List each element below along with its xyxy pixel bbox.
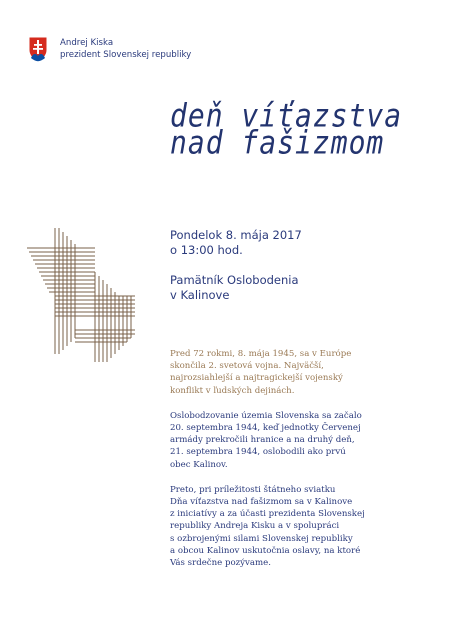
event-place-line-2: v Kalinove: [170, 288, 230, 302]
decorative-lines-ornament: [25, 226, 140, 366]
spacer: [170, 258, 302, 273]
sender-name: Andrej Kiska: [60, 38, 114, 48]
sender-role: prezident Slovenskej republiky: [60, 50, 192, 60]
body-paragraph-3: Preto, pri príležitosti štátneho sviatku Dňa víťazstva nad fašizmom sa v Kalinove z iniciatívy a za účasti prezidenta Slovenskej republiky Andreja Kisku a v spolupráci s ozbrojenými silami Slovenskej republiky a obcou Kalinov uskutočnia oslavy, na ktoré Vás srdečne pozývame.: [170, 484, 365, 569]
slovak-coat-of-arms-icon: [28, 36, 48, 62]
sender-block: [60, 37, 191, 61]
event-time: o 13:00 hod.: [170, 243, 243, 257]
body-paragraph-1: Pred 72 rokmi, 8. mája 1945, sa v Európe skončila 2. svetová vojna. Najväčší, najrozsiahlejší a najtragickejší vojenský konflikt v ľudských dejinách.: [170, 349, 352, 396]
page-title: [170, 96, 440, 162]
event-date: Pondelok 8. mája 2017: [170, 228, 302, 242]
title-line-2: nad fašizmom: [170, 123, 385, 162]
invitation-body: [170, 348, 440, 582]
coat-of-arms-shield: [28, 36, 48, 62]
event-details: [170, 228, 302, 303]
event-place-line-1: Pamätník Oslobodenia: [170, 273, 299, 287]
title-line-1: deň víťazstva: [170, 96, 403, 135]
body-paragraph-2: Oslobodzovanie územia Slovenska sa začalo 20. septembra 1944, keď jednotky Červenej armády prekročili hranice a na druhý deň, 21. septembra 1944, oslobodili ako prvú obec Kalinov.: [170, 410, 362, 470]
